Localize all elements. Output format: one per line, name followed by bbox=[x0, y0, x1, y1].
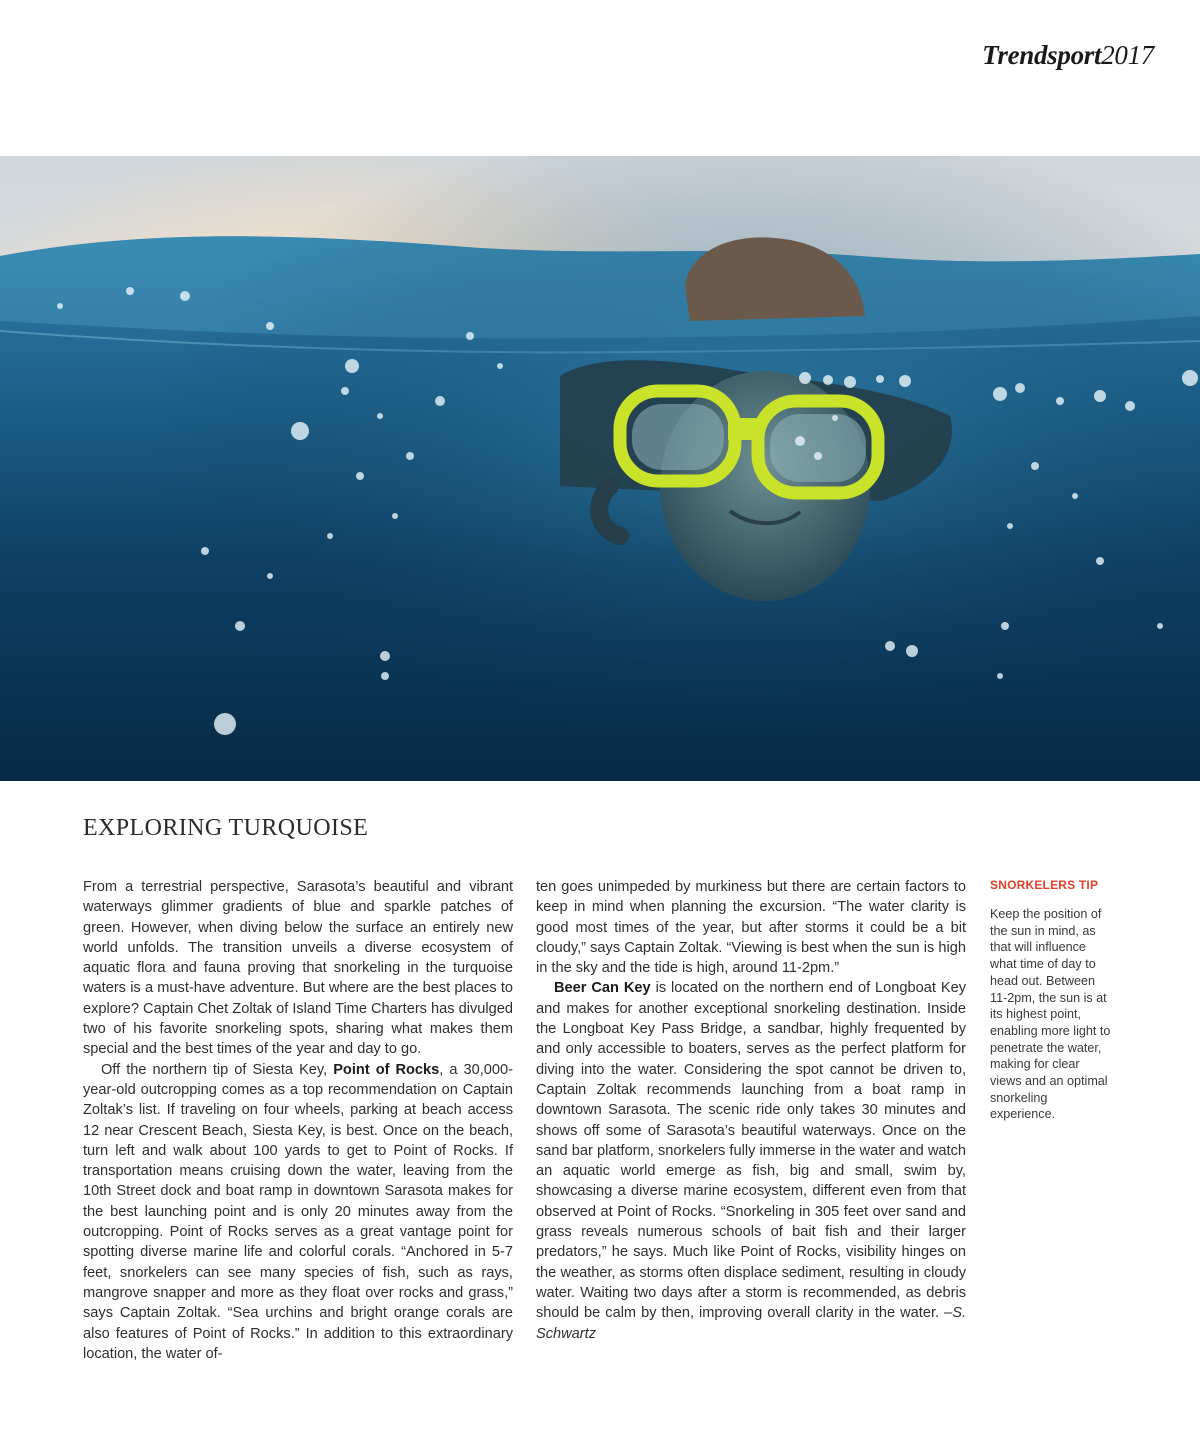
paragraph bbox=[83, 1060, 513, 1364]
snorkelers-tip-sidebar bbox=[990, 878, 1114, 1123]
place-name-beer-can-key: Beer Can Key bbox=[554, 980, 651, 997]
masthead-year: 2017 bbox=[1101, 40, 1154, 70]
article-column-1 bbox=[83, 877, 513, 1364]
paragraph-text: Off the northern tip of Siesta Key, bbox=[101, 1061, 334, 1078]
paragraph: ten goes unimpeded by murkiness but there are certain factors to keep in mind when planning the excursion. “The water clarity is good most times of the year, but after storms it could be a bit cloudy,” says Captain Zoltak. “Viewing is best when the sun is high in the sky and the tide is high, around 11-2pm.” bbox=[536, 879, 966, 977]
article-column-2 bbox=[536, 877, 966, 1344]
author-byline: –S. Schwartz bbox=[536, 1305, 966, 1342]
paragraph-text: is located on the northern end of Longboat Key and makes for another exceptional snorkeling destination. Inside the Longboat Key Pass Bridge, a sandbar, highly frequented by and only accessible to boaters, serves as the perfect platform for diving into the water. Considering the spot cannot be driven to, Captain Zoltak recommends launching from a boat ramp in downtown Sarasota. The scenic ride only takes 30 minutes and shows off some of Sarasota’s beautiful waterways. Once on the sand bar platform, snorkelers fully immerse in the water and watch an aquatic world emerge as fish, big and small, swim by, showcasing a diverse marine ecosystem, different even from that observed at Point of Rocks. “Snorkeling in 305 feet over sand and grass reveals numerous schools of bait fish and their larger predators,” he says. Much like Point of Rocks, visibility hinges on the weather, as storms often displace sediment, resulting in cloudy water. Waiting two days after a storm is recommended, as debris should be calm by then, improving overall clarity in the water. bbox=[536, 980, 966, 1322]
place-name-point-of-rocks: Point of Rocks bbox=[333, 1061, 440, 1078]
sidebar-title: SNORKELERS TIP bbox=[990, 878, 1099, 892]
masthead-brand: Trendsport bbox=[982, 40, 1102, 70]
magazine-masthead bbox=[982, 40, 1154, 71]
sidebar-body: Keep the position of the sun in mind, as that will influence what time of day to head out. Between 11-2pm, the sun is at its highest point, enabling more light to penetrate the water, making for clear views and an optimal snorkeling experience. bbox=[990, 907, 1111, 1122]
paragraph bbox=[536, 978, 966, 1343]
paragraph-text: , a 30,000-year-old outcropping comes as a top recommendation on Captain Zoltak’s list. If traveling on four wheels, parking at beach access 12 near Crescent Beach, Siesta Key, is best. Once on the beach, turn left and walk about 100 yards to get to Point of Rocks. If transportation means cruising down the water, leaving from the 10th Street dock and boat ramp in downtown Sarasota makes for the best launching point and is only 20 minutes away from the outcropping. Point of Rocks serves as a great vantage point for spotting diverse marine life and colorful corals. “Anchored in 5-7 feet, snorkelers can see many species of fish, such as rays, mangrove snapper and more as they float over rocks and grass,” says Captain Zoltak. “Sea urchins and bright orange corals are also features of Point of Rocks.” In addition to this extraordinary location, the water of- bbox=[83, 1061, 513, 1362]
paragraph: From a terrestrial perspective, Sarasota’s beautiful and vibrant waterways glimmer gradients of blue and sparkle patches of green. However, when diving below the surface an entirely new world unfolds. The transition unveils a diverse ecosystem of aquatic flora and fauna proving that snorkeling in the turquoise waters is a must-have adventure. But where are the best places to explore? Captain Chet Zoltak of Island Time Charters has divulged two of his favorite snorkeling spots, sharing what makes them special and the best times of the year and day to go. bbox=[83, 879, 513, 1058]
article-headline: EXPLORING TURQUOISE bbox=[83, 815, 369, 841]
snorkeler-underwater-photo bbox=[0, 156, 1200, 781]
